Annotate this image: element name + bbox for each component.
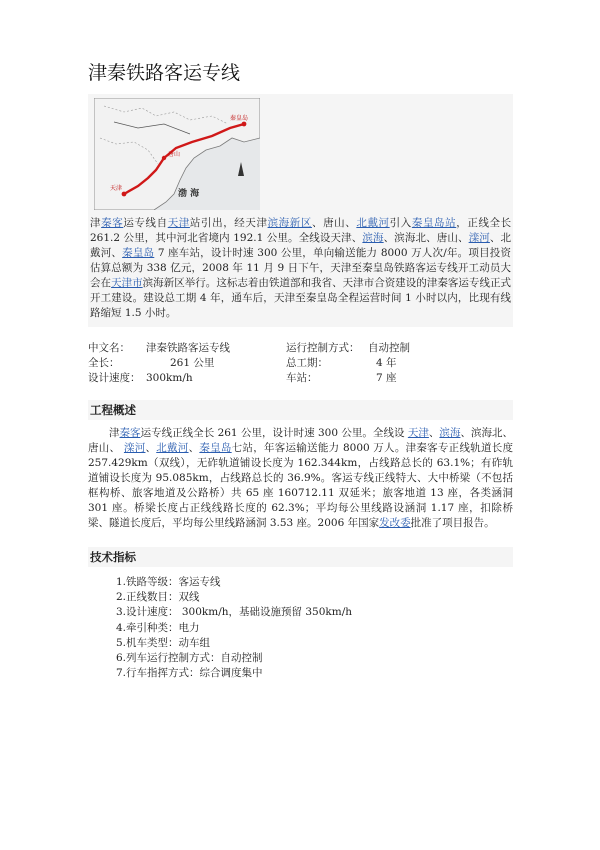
text: 滨海新区举行。这标志着由铁道部和我省、天津市合资建设的津秦客运专线正式开工建设。建设总工期 4 年，通车后，天津至秦皇岛全程运营时间 1 小时以内，比现有线路缩短 1.5 小时。 bbox=[90, 277, 512, 319]
text: 、滨海北、唐山、 bbox=[383, 232, 469, 244]
section-heading-overview: 工程概述 bbox=[88, 400, 513, 420]
info-row bbox=[88, 371, 513, 386]
text: 、唐山、 bbox=[311, 217, 357, 229]
info-key: 车站： bbox=[286, 372, 318, 384]
info-row bbox=[88, 341, 513, 356]
overview-paragraph bbox=[88, 426, 513, 531]
map-station-tangshan bbox=[162, 156, 166, 160]
link-beidaihe[interactable]: 北戴河 bbox=[156, 442, 189, 454]
spec-item: 7.行车指挥方式：综合调度集中 bbox=[116, 667, 263, 680]
info-key: 总工期： bbox=[286, 357, 328, 369]
intro-paragraph bbox=[90, 216, 511, 321]
text: 七站，年客运输送能力 8000 万人。津秦客专正线轨道长度 257.429km（双线），无砟轨道铺设长度为 162.344km，占线路总长的 63.1%；有砟轨道铺设长度为 95.085km，占线路总长的 36.9%。客运专线正线特大、大中桥梁（不包括框构桥、旅客地道及公路桥）共 65 座 160712.11 双延米；旅客地道 13 座，各类涵洞 301 座。桥梁长度占正线线路长度的 62.3%；平均每公里线路设涵洞 1.17 座，扣除桥梁、隧道长度后，平均每公里线路涵洞 3.53 座。2006 年国家 bbox=[88, 442, 514, 529]
info-key: 运行控制方式： bbox=[286, 342, 360, 354]
text: 津 bbox=[90, 217, 102, 229]
text: 、 bbox=[145, 442, 157, 454]
info-row bbox=[88, 356, 513, 371]
link-luanhe[interactable]: 滦河 bbox=[468, 232, 490, 244]
info-value: 津秦铁路客运专线 bbox=[146, 342, 230, 354]
document-page bbox=[88, 58, 513, 681]
text: 、 bbox=[188, 442, 200, 454]
map-label-tangshan: 唐山 bbox=[168, 151, 181, 158]
text: 、滨海北、唐山、 bbox=[88, 427, 514, 454]
spec-item: 5.机车类型：动车组 bbox=[116, 636, 211, 649]
text: 7 座车站，设计时速 300 公里，单向输送能力 8000 万人次/年。项目投资估算总额为 338 亿元，2008 年 11 月 9 日下午，天津至秦皇岛铁路客运专线开工动员大会在 bbox=[90, 247, 512, 289]
info-value: 261 公里 bbox=[170, 357, 215, 369]
map-label-tianjin: 天津 bbox=[110, 185, 123, 192]
page-title: 津秦铁路客运专线 bbox=[88, 62, 241, 84]
route-map bbox=[94, 94, 260, 210]
info-value: 自动控制 bbox=[368, 342, 410, 354]
text: 引入 bbox=[389, 217, 412, 229]
link-beidaihe[interactable]: 北戴河 bbox=[356, 217, 390, 229]
text: ，正线全长 261.2 公里，其中河北省境内 192.1 公里。全线设天津、 bbox=[90, 217, 512, 244]
map-sea-label: 渤 海 bbox=[178, 189, 200, 199]
spec-item: 6.列车运行控制方式：自动控制 bbox=[116, 652, 263, 665]
text: 站引出，经天津 bbox=[189, 217, 268, 229]
link-qinhuangdao[interactable]: 秦皇岛 bbox=[199, 442, 232, 454]
info-value: 7 座 bbox=[376, 372, 397, 384]
link-jinqinke[interactable]: 秦客 bbox=[119, 427, 141, 439]
link-binhai[interactable]: 滨海 bbox=[362, 232, 384, 244]
info-key: 全长： bbox=[88, 357, 120, 369]
info-key: 中文名： bbox=[88, 342, 130, 354]
link-tianjin[interactable]: 天津 bbox=[167, 217, 190, 229]
text: 、北戴河、 bbox=[90, 232, 511, 259]
spec-item: 4.牵引种类：电力 bbox=[116, 621, 200, 634]
link-binhai[interactable]: 滨海 bbox=[439, 427, 461, 439]
map-station-tianjin bbox=[122, 192, 127, 197]
section-heading-specs: 技术指标 bbox=[88, 547, 513, 567]
text: 运专线自 bbox=[123, 217, 168, 229]
spec-item: 3.设计速度： 300km/h，基础设施预留 350km/h bbox=[116, 606, 353, 619]
info-value: 4 年 bbox=[376, 357, 397, 369]
route-map-image bbox=[94, 98, 260, 210]
link-tianjin[interactable]: 天津 bbox=[407, 427, 429, 439]
link-binhai-xinqu[interactable]: 滨海新区 bbox=[267, 217, 312, 229]
link-luanhe[interactable]: 滦河 bbox=[123, 442, 146, 454]
link-jinqinke[interactable]: 秦客 bbox=[101, 217, 124, 229]
spec-list bbox=[88, 575, 513, 681]
link-qinhuangdao-station[interactable]: 秦皇岛站 bbox=[411, 217, 457, 229]
map-station-qinhuangdao bbox=[242, 122, 247, 127]
text: 批准了项目报告。 bbox=[410, 517, 495, 529]
link-fagaiwei[interactable]: 发改委 bbox=[379, 517, 411, 529]
text: 、 bbox=[428, 427, 440, 439]
info-value: 300km/h bbox=[146, 372, 193, 384]
text: 津 bbox=[109, 427, 120, 439]
map-label-qinhuangdao: 秦皇岛 bbox=[230, 115, 249, 122]
info-key: 设计速度： bbox=[88, 372, 141, 384]
info-table bbox=[88, 341, 513, 386]
link-tianjin-city[interactable]: 天津市 bbox=[111, 277, 143, 289]
summary-box bbox=[88, 94, 513, 327]
spec-item: 2.正线数目：双线 bbox=[116, 591, 200, 604]
text: 运专线正线全长 261 公里，设计时速 300 公里。全线设 bbox=[140, 427, 408, 439]
link-qinhuangdao[interactable]: 秦皇岛 bbox=[122, 247, 155, 259]
spec-item: 1.铁路等级：客运专线 bbox=[116, 576, 221, 588]
